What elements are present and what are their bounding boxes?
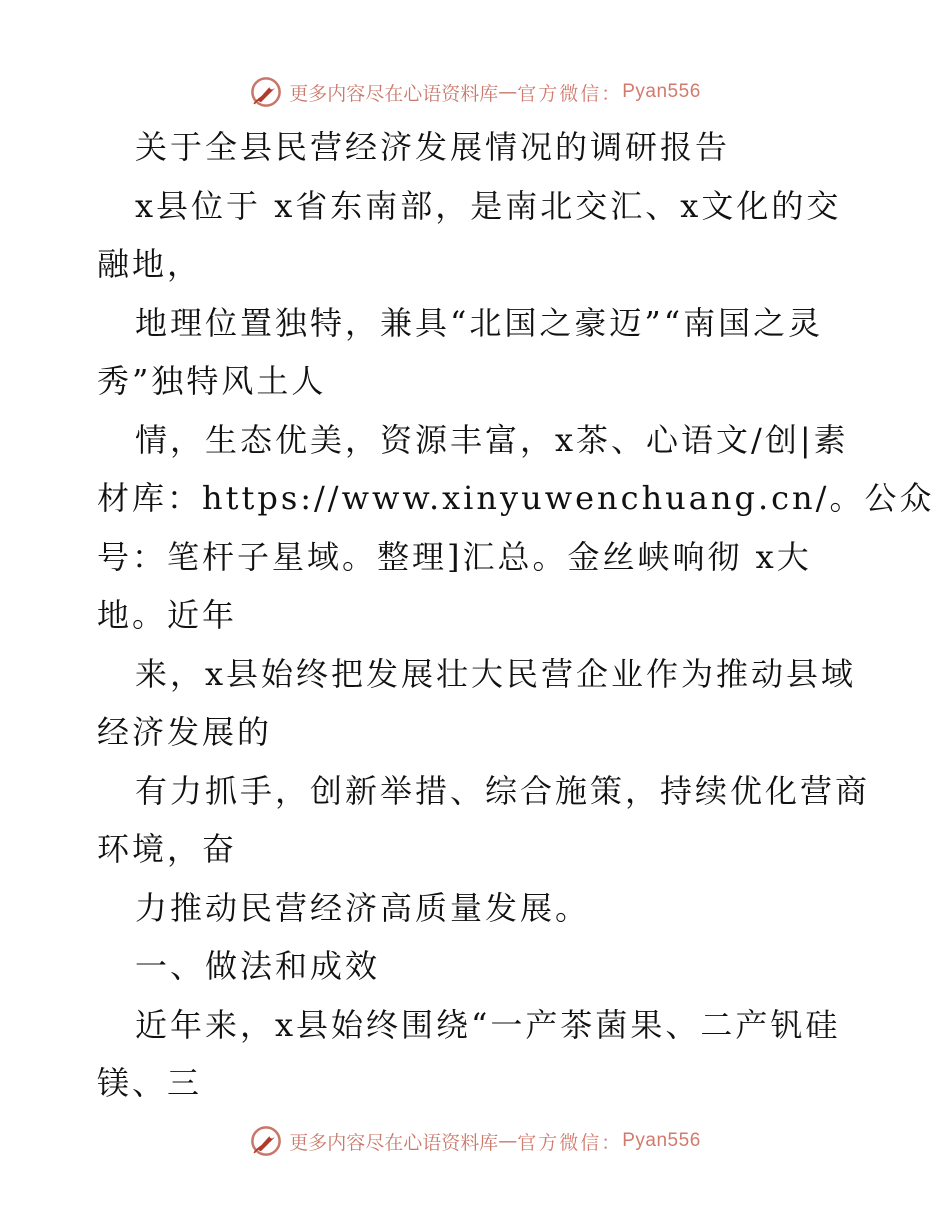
banner-main-text: 更多内容尽在心语资料库 [289, 1131, 499, 1154]
banner-wechat-id: Pyan556 [622, 81, 701, 102]
banner-dash: — [498, 1130, 518, 1152]
document-body [97, 118, 935, 1113]
document-title: 关于全县民营经济发展情况的调研报告 [135, 128, 731, 166]
text-line: 经济发展的 [97, 713, 273, 751]
banner-wechat-id: Pyan556 [622, 1130, 701, 1151]
footer-banner [0, 1121, 950, 1161]
text-line: 力推动民营经济高质量发展。 [135, 888, 591, 927]
text-line: 近年来，x县始终围绕“一产茶菌果、二产钒硅 [135, 1005, 841, 1044]
text-line: 材库：https://www.xinyuwenchuang.cn/。公众 [97, 479, 935, 517]
text-line: 号：笔杆子星域。整理]汇总。金丝峡响彻 x大 [97, 537, 812, 576]
pen-nib-logo-icon [249, 1124, 283, 1158]
banner-wechat-label: 官方微信： [517, 1131, 623, 1154]
banner-dash: — [498, 81, 518, 103]
text-line: 环境，奋 [97, 830, 238, 868]
text-line: 融地， [97, 245, 203, 283]
text-line: 情，生态优美，资源丰富，x茶、心语文/创|素 [135, 420, 849, 459]
text-line: 地。近年 [97, 596, 238, 634]
text-line: 秀”独特风土人 [97, 362, 327, 400]
header-banner [0, 72, 950, 112]
text-line: 有力抓手，创新举措、综合施策，持续优化营商 [135, 771, 871, 810]
text-line: 地理位置独特，兼具“北国之豪迈”“南国之灵 [135, 303, 824, 342]
text-line: x县位于 x省东南部，是南北交汇、x文化的交 [135, 186, 842, 225]
banner-main-text: 更多内容尽在心语资料库 [289, 82, 499, 105]
text-line: 来，x县始终把发展壮大民营企业作为推动县域 [135, 654, 857, 693]
banner-wechat-label: 官方微信： [517, 82, 623, 105]
pen-nib-logo-icon [249, 75, 283, 109]
section-heading: 一、做法和成效 [135, 947, 381, 985]
text-line: 镁、三 [97, 1064, 203, 1102]
